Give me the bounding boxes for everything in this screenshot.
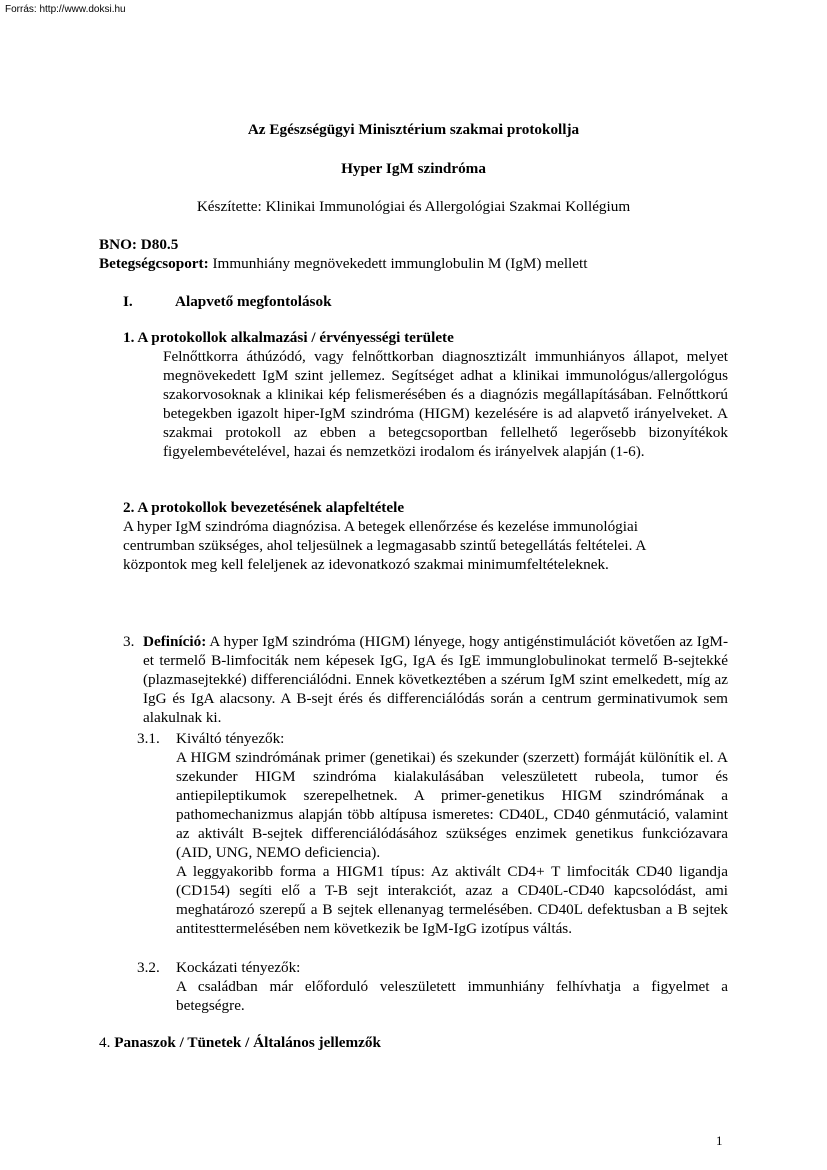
source-note: Forrás: http://www.doksi.hu bbox=[5, 4, 126, 15]
subsection-heading: 1. A protokollok alkalmazási / érvényességi területe bbox=[123, 329, 454, 346]
subsection-title: Kiváltó tényezők: bbox=[176, 730, 285, 747]
document-subtitle: Hyper IgM szindróma bbox=[341, 160, 486, 177]
section-title: Alapvető megfontolások bbox=[175, 293, 332, 310]
disease-group bbox=[99, 254, 587, 273]
definition-label: Definíció: bbox=[143, 633, 207, 650]
document-author: Készítette: Klinikai Immunológiai és Allergológiai Szakmai Kollégium bbox=[196, 198, 631, 215]
paragraph: A leggyakoribb forma a HIGM1 típus: Az aktivált CD4+ T limfociták CD40 ligandja (CD154) segíti elő a T-B sejt interakciót, azaz a CD40L-CD40 kapcsolódást, ami meghatározó szerepű a B sejtek ellenanyag termelésében. CD40L defektusban a B sejtek antitesttermelésében nem következik be IgM-IgG izotípus váltás. bbox=[176, 863, 728, 937]
section-title: Panaszok / Tünetek / Általános jellemzők bbox=[110, 1034, 381, 1051]
paragraph: A HIGM szindrómának primer (genetikai) és szekunder (szerzett) formáját különítik el. A szekunder HIGM szindróma kialakulásában veleszületett rubeola, tumor és antiepileptikumok szerepelhetnek. A primer-genetikus HIGM szindrómának a pathomechanizmus alapján több altípusa ismeretes: CD40L, CD40 génmutáció, valamint az aktivált B-sejtek differenciálódásához szükséges enzimek genetikus funkciózavara (AID, UNG, NEMO deficiencia). bbox=[176, 749, 728, 861]
definition-text: A hyper IgM szindróma (HIGM) lényege, hogy antigénstimulációt követően az IgM-et termelő B-limfociták nem képesek IgG, IgA és IgE immunglobulinokat termelő B-sejtekké (plazmasejtekké) differenciálódni. Ennek következtében a szérum IgM szint emelkedett, míg az IgG és IgA alacsony. A B-sejt érés és differenciálódás során a centrum germinativumok sem alakulnak ki. bbox=[143, 633, 728, 726]
paragraph: A hyper IgM szindróma diagnózisa. A betegek ellenőrzése és kezelése immunológiai centrumban szükséges, ahol teljesülnek a legmagasabb szintű betegellátás feltételei. A központok meg kell feleljenek az idevonatkozó szakmai minimumfeltételeknek. bbox=[123, 518, 646, 573]
definition-number: 3. bbox=[123, 633, 135, 650]
disease-group-label: Betegségcsoport: bbox=[99, 255, 209, 272]
section-number: 4. bbox=[99, 1034, 111, 1051]
section-heading-4 bbox=[99, 1033, 381, 1052]
subsection-number: 3.1. bbox=[137, 730, 160, 747]
disease-group-value: Immunhiány megnövekedett immunglobulin M (IgM) mellett bbox=[208, 255, 588, 272]
paragraph: A családban már előforduló veleszületett immunhiány felhívhatja a figyelmet a betegségre. bbox=[176, 978, 728, 1014]
section-number: I. bbox=[123, 293, 133, 310]
definition-paragraph bbox=[143, 632, 728, 727]
document-title: Az Egészségügyi Minisztérium szakmai protokollja bbox=[247, 121, 580, 138]
page-number: 1 bbox=[716, 1133, 723, 1148]
subsection-number: 3.2. bbox=[137, 959, 160, 976]
subsection-title: Kockázati tényezők: bbox=[176, 959, 301, 976]
bno-code: BNO: D80.5 bbox=[99, 236, 179, 253]
subsection-heading: 2. A protokollok bevezetésének alapfeltétele bbox=[123, 499, 405, 516]
paragraph: Felnőttkorra áthúzódó, vagy felnőttkorban diagnosztizált immunhiányos állapot, melyet megnövekedett IgM szint jellemez. Segítséget adhat a klinikai immunológus/allergológus szakorvosoknak a klinikai kép felismerésében és a diagnózis megállapításában. Felnőttkorú betegekben igazolt hiper-IgM szindróma (HIGM) kezelésére is ad alapvető irányelveket. A szakmai protokoll az ebben a betegcsoportban fellelhető legerősebb bizonyítékok figyelembevételével, hazai és nemzetközi irodalom és irányelvek alapján (1-6). bbox=[163, 348, 728, 460]
